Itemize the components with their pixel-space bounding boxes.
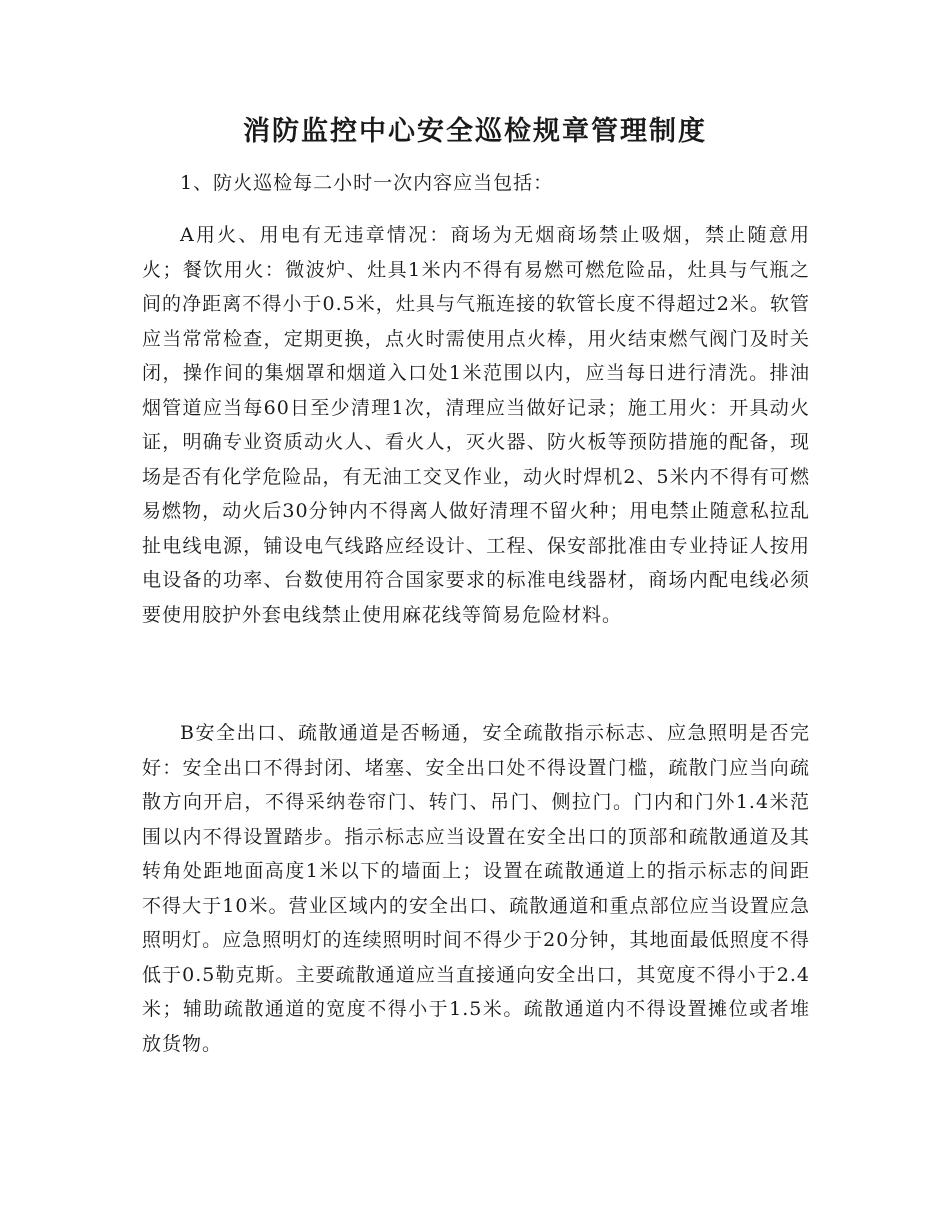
paragraph-intro: 1、防火巡检每二小时一次内容应当包括： bbox=[180, 172, 554, 194]
paragraph-b-exits-evacuation: B安全出口、疏散通道是否畅通，安全疏散指示标志、应急照明是否完好：安全出口不得封闭、堵塞、安全出口处不得设置门槛，疏散门应当向疏散方向开启，不得采纳卷帘门、转门、吊门、侧拉门。门内和门外1.4米范围以内不得设置踏步。指示标志应当设置在安全出口的顶部和疏散通道及其转角处距地面高度1米以下的墙面上；设置在疏散通道上的指示标志的间距不得大于10米。营业区域内的安全出口、疏散通道和重点部位应当设置应急照明灯。应急照明灯的连续照明时间不得少于20分钟，其地面最低照度不得低于0.5勒克斯。主要疏散通道应当直接通向安全出口，其宽度不得小于2.4米；辅助疏散通道的宽度不得小于1.5米。疏散通道内不得设置摊位或者堆放货物。 bbox=[142, 722, 810, 1055]
paragraph-a-fire-electric-usage: A用火、用电有无违章情况：商场为无烟商场禁止吸烟，禁止随意用火；餐饮用火：微波炉、灶具1米内不得有易燃可燃危险品，灶具与气瓶之间的净距离不得小于0.5米，灶具与气瓶连接的软管长度不得超过2米。软管应当常常检查，定期更换，点火时需使用点火棒，用火结束燃气阀门及时关闭，操作间的集烟罩和烟道入口处1米范围以内，应当每日进行清洗。排油烟管道应当每60日至少清理1次，清理应当做好记录；施工用火：开具动火证，明确专业资质动火人、看火人，灭火器、防火板等预防措施的配备，现场是否有化学危险品，有无油工交叉作业，动火时焊机2、5米内不得有可燃易燃物，动火后30分钟内不得离人做好清理不留火种；用电禁止随意私拉乱扯电线电源，铺设电气线路应经设计、工程、保安部批准由专业持证人按用电设备的功率、台数使用符合国家要求的标准电线器材，商场内配电线必须要使用胶护外套电线禁止使用麻花线等简易危险材料。 bbox=[142, 224, 810, 626]
document-title: 消防监控中心安全巡检规章管理制度 bbox=[243, 116, 707, 147]
